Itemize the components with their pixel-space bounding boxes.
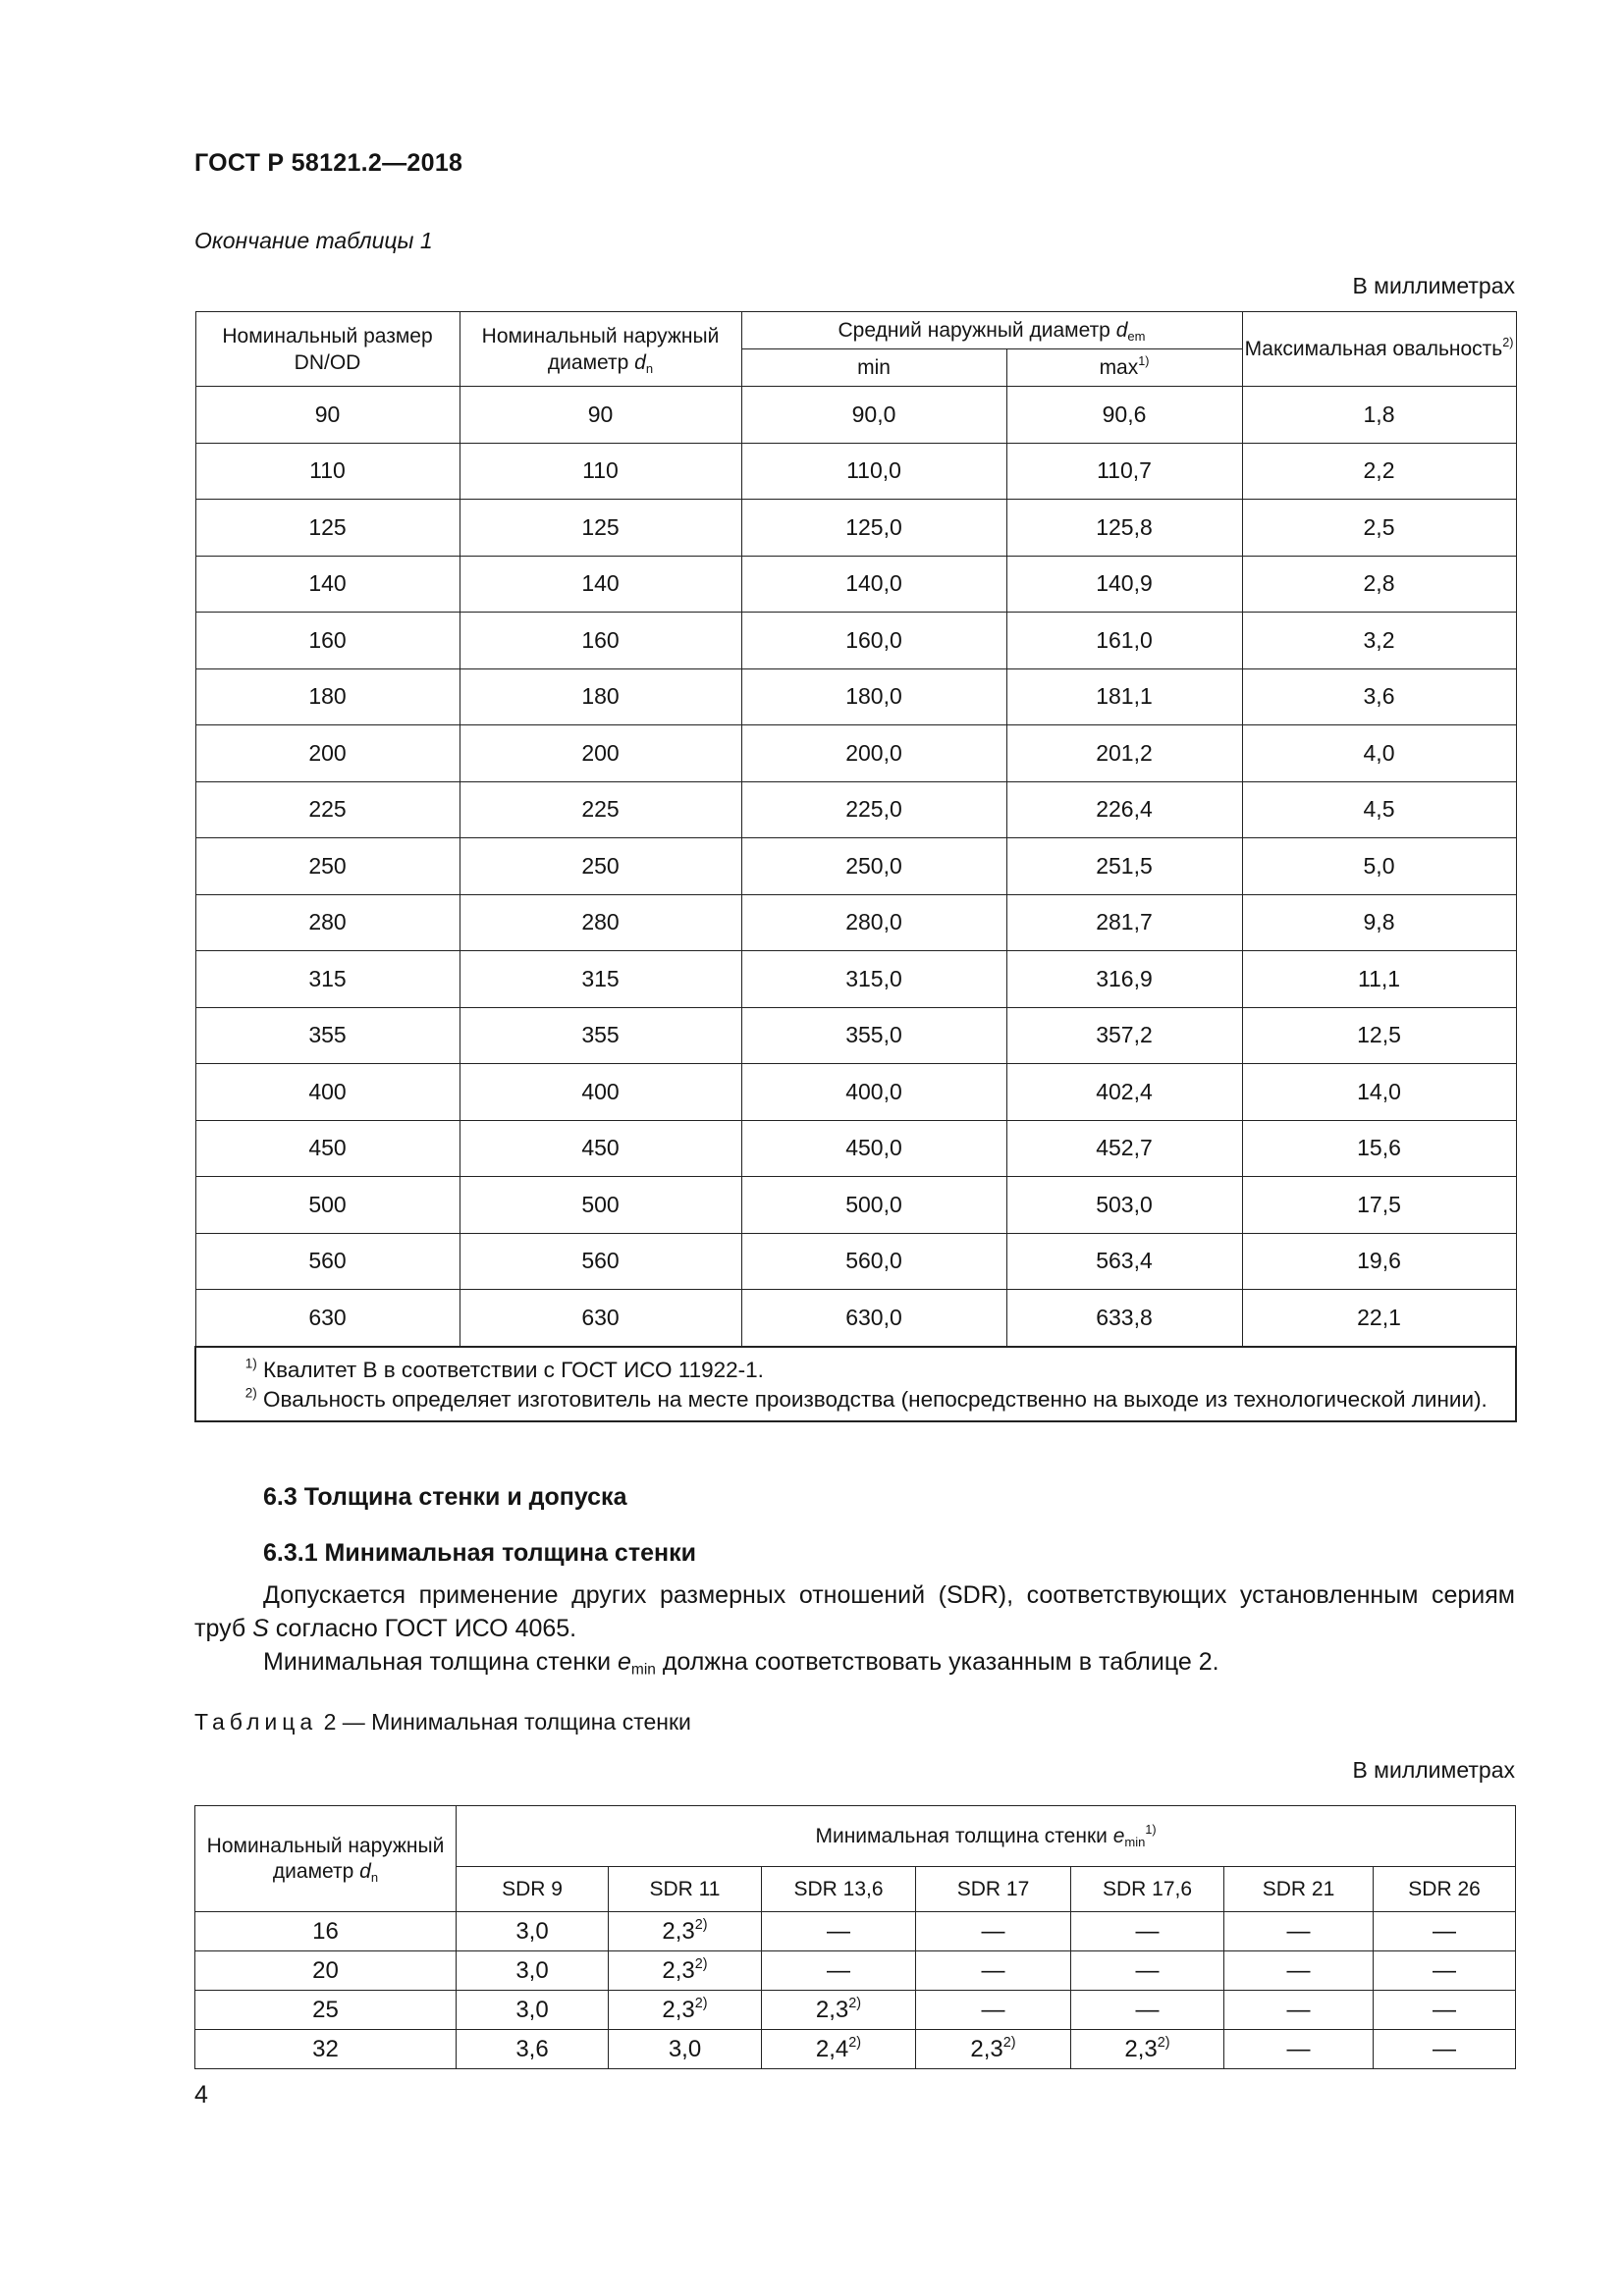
paragraph-sdr: Допускается применение других размерных отношений (SDR), соответствующих установленным сериям труб S согласно ГОСТ ИСО 4065. (194, 1581, 1515, 1642)
table-row (195, 2030, 1516, 2069)
cell-thickness: — (1224, 1912, 1374, 1951)
cell-thickness: — (916, 1991, 1071, 2030)
cell-mean-max: 90,6 (1006, 387, 1242, 444)
cell-ovality: 2,8 (1242, 556, 1516, 613)
cell-nominal-od: 90 (460, 387, 741, 444)
cell-mean-max: 357,2 (1006, 1007, 1242, 1064)
cell-mean-min: 160,0 (741, 613, 1006, 669)
table-row (195, 556, 1516, 613)
cell-nominal-size: 90 (195, 387, 460, 444)
cell-thickness: — (1071, 1912, 1224, 1951)
cell-mean-min: 400,0 (741, 1064, 1006, 1121)
cell-ovality: 11,1 (1242, 951, 1516, 1008)
cell-ovality: 12,5 (1242, 1007, 1516, 1064)
cell-nominal-size: 500 (195, 1177, 460, 1234)
cell-mean-min: 500,0 (741, 1177, 1006, 1234)
cell-thickness: — (1374, 1951, 1516, 1991)
cell-nominal-size: 560 (195, 1233, 460, 1290)
header-sdr: SDR 21 (1224, 1867, 1374, 1912)
cell-thickness: 3,0 (609, 2030, 762, 2069)
table-row (195, 781, 1516, 838)
cell-thickness: 2,3$^{2)}$ (916, 2030, 1071, 2069)
cell-ovality: 1,8 (1242, 387, 1516, 444)
table-row (195, 613, 1516, 669)
cell-mean-max: 140,9 (1006, 556, 1242, 613)
page-number: 4 (194, 2081, 208, 2109)
footnote-1: $^{1)}$ Квалитет В в соответствии с ГОСТ ИСО 11922-1. (244, 1356, 764, 1382)
cell-nominal-od: 250 (460, 838, 741, 895)
table-row (195, 894, 1516, 951)
cell-thickness: 3,0 (457, 1991, 609, 2030)
cell-nominal-od: 500 (460, 1177, 741, 1234)
cell-thickness: — (1374, 1912, 1516, 1951)
header-nominal-size: Номинальный размер DN/OD (195, 312, 460, 387)
cell-mean-min: 225,0 (741, 781, 1006, 838)
paragraph-emin: Минимальная толщина стенки $e_{min}$ должна соответствовать указанным в таблице 2. (263, 1648, 1219, 1679)
cell-mean-max: 161,0 (1006, 613, 1242, 669)
cell-mean-min: 355,0 (741, 1007, 1006, 1064)
cell-nominal-size: 630 (195, 1290, 460, 1347)
cell-nominal-size: 250 (195, 838, 460, 895)
cell-mean-min: 630,0 (741, 1290, 1006, 1347)
header-min-wall: Минимальная толщина стенки $e_{min}^{1)}$ (457, 1806, 1516, 1867)
cell-od: 25 (195, 1991, 457, 2030)
cell-nominal-od: 630 (460, 1290, 741, 1347)
table-row (195, 1290, 1516, 1347)
cell-nominal-od: 560 (460, 1233, 741, 1290)
header-nominal-od: Номинальный наружный диаметр $d_n$ (460, 312, 741, 387)
cell-nominal-size: 180 (195, 668, 460, 725)
footnote-2: $^{2)}$ Овальность определяет изготовитель на месте производства (непосредственно на выходе из технологической линии). (244, 1385, 1488, 1412)
table-row (195, 443, 1516, 500)
cell-thickness: 2,3$^{2)}$ (609, 1991, 762, 2030)
cell-mean-max: 181,1 (1006, 668, 1242, 725)
cell-nominal-size: 125 (195, 500, 460, 557)
cell-mean-min: 250,0 (741, 838, 1006, 895)
document-title: ГОСТ Р 58121.2—2018 (194, 149, 463, 177)
table-row (195, 951, 1516, 1008)
header-mean-od: Средний наружный диаметр $d_{em}$ (741, 312, 1242, 349)
header-ovality: Максимальная овальность$^{2)}$ (1242, 312, 1516, 387)
footnote-mark: 2) (694, 1916, 708, 1933)
footnote-mark: 2) (848, 2034, 862, 2051)
cell-mean-max: 201,2 (1006, 725, 1242, 782)
cell-nominal-od: 450 (460, 1120, 741, 1177)
header-sdr: SDR 26 (1374, 1867, 1516, 1912)
cell-thickness: — (1224, 1991, 1374, 2030)
header-sdr: SDR 9 (457, 1867, 609, 1912)
cell-thickness: — (1374, 2030, 1516, 2069)
cell-nominal-od: 225 (460, 781, 741, 838)
cell-nominal-size: 355 (195, 1007, 460, 1064)
table-row (195, 1991, 1516, 2030)
cell-thickness: 2,4$^{2)}$ (762, 2030, 916, 2069)
cell-nominal-od: 280 (460, 894, 741, 951)
cell-mean-min: 110,0 (741, 443, 1006, 500)
cell-thickness: 3,0 (457, 1951, 609, 1991)
cell-od: 32 (195, 2030, 457, 2069)
section-6-3-1-heading: 6.3.1 Минимальная толщина стенки (263, 1539, 696, 1567)
table1-footnotes (195, 1347, 1516, 1421)
cell-ovality: 3,6 (1242, 668, 1516, 725)
table-row (195, 1951, 1516, 1991)
footnote-mark: 2) (1157, 2034, 1170, 2051)
cell-mean-min: 90,0 (741, 387, 1006, 444)
cell-thickness: 2,3$^{2)}$ (609, 1951, 762, 1991)
table-row (195, 668, 1516, 725)
cell-thickness: — (916, 1951, 1071, 1991)
cell-nominal-od: 315 (460, 951, 741, 1008)
table-row (195, 1177, 1516, 1234)
cell-mean-min: 140,0 (741, 556, 1006, 613)
cell-thickness: — (1071, 1991, 1224, 2030)
cell-nominal-size: 315 (195, 951, 460, 1008)
cell-mean-max: 110,7 (1006, 443, 1242, 500)
table2-units: В миллиметрах (1352, 1757, 1515, 1783)
cell-mean-max: 226,4 (1006, 781, 1242, 838)
cell-ovality: 2,2 (1242, 443, 1516, 500)
cell-mean-min: 125,0 (741, 500, 1006, 557)
cell-mean-min: 180,0 (741, 668, 1006, 725)
table2 (194, 1805, 1516, 2069)
cell-nominal-size: 160 (195, 613, 460, 669)
footnote-mark: 2) (1002, 2034, 1016, 2051)
cell-thickness: 3,6 (457, 2030, 609, 2069)
cell-ovality: 2,5 (1242, 500, 1516, 557)
table-row (195, 725, 1516, 782)
cell-mean-max: 281,7 (1006, 894, 1242, 951)
table-row (195, 387, 1516, 444)
cell-nominal-od: 400 (460, 1064, 741, 1121)
cell-thickness: 2,3$^{2)}$ (762, 1991, 916, 2030)
cell-mean-min: 560,0 (741, 1233, 1006, 1290)
header-od: Номинальный наружный диаметр $d_n$ (195, 1806, 457, 1912)
table-row (195, 1007, 1516, 1064)
cell-thickness: 3,0 (457, 1912, 609, 1951)
header-sdr: SDR 17 (916, 1867, 1071, 1912)
cell-nominal-od: 125 (460, 500, 741, 557)
header-min: min (741, 349, 1006, 387)
header-sdr: SDR 11 (609, 1867, 762, 1912)
cell-thickness: 2,3$^{2)}$ (1071, 2030, 1224, 2069)
cell-mean-min: 280,0 (741, 894, 1006, 951)
cell-mean-max: 503,0 (1006, 1177, 1242, 1234)
cell-ovality: 19,6 (1242, 1233, 1516, 1290)
table-row (195, 1233, 1516, 1290)
cell-thickness: 2,3$^{2)}$ (609, 1912, 762, 1951)
cell-nominal-od: 180 (460, 668, 741, 725)
cell-thickness: — (762, 1951, 916, 1991)
cell-nominal-od: 140 (460, 556, 741, 613)
footnote-mark: 2) (694, 1955, 708, 1972)
table-row (195, 500, 1516, 557)
header-sdr: SDR 13,6 (762, 1867, 916, 1912)
cell-mean-max: 563,4 (1006, 1233, 1242, 1290)
cell-nominal-size: 450 (195, 1120, 460, 1177)
footnote-mark: 2) (694, 1995, 708, 2011)
cell-nominal-size: 140 (195, 556, 460, 613)
cell-mean-max: 633,8 (1006, 1290, 1242, 1347)
cell-mean-min: 315,0 (741, 951, 1006, 1008)
cell-mean-min: 200,0 (741, 725, 1006, 782)
table1-units: В миллиметрах (1352, 273, 1515, 298)
cell-thickness: — (916, 1912, 1071, 1951)
cell-ovality: 22,1 (1242, 1290, 1516, 1347)
table1 (194, 311, 1517, 1422)
cell-ovality: 15,6 (1242, 1120, 1516, 1177)
cell-nominal-od: 355 (460, 1007, 741, 1064)
cell-mean-max: 402,4 (1006, 1064, 1242, 1121)
table-row (195, 1064, 1516, 1121)
table-row (195, 1912, 1516, 1951)
cell-od: 16 (195, 1912, 457, 1951)
cell-ovality: 9,8 (1242, 894, 1516, 951)
header-sdr: SDR 17,6 (1071, 1867, 1224, 1912)
cell-mean-min: 450,0 (741, 1120, 1006, 1177)
cell-nominal-od: 160 (460, 613, 741, 669)
cell-thickness: — (1224, 2030, 1374, 2069)
cell-thickness: — (1071, 1951, 1224, 1991)
cell-ovality: 14,0 (1242, 1064, 1516, 1121)
header-max: $\max^{1)}$ (1006, 349, 1242, 387)
cell-nominal-size: 400 (195, 1064, 460, 1121)
cell-nominal-od: 110 (460, 443, 741, 500)
table-row (195, 1120, 1516, 1177)
cell-nominal-size: 200 (195, 725, 460, 782)
cell-ovality: 4,5 (1242, 781, 1516, 838)
cell-mean-max: 452,7 (1006, 1120, 1242, 1177)
cell-od: 20 (195, 1951, 457, 1991)
cell-thickness: — (762, 1912, 916, 1951)
cell-ovality: 3,2 (1242, 613, 1516, 669)
cell-nominal-size: 280 (195, 894, 460, 951)
table1-continuation-label: Окончание таблицы 1 (194, 228, 433, 253)
cell-nominal-od: 200 (460, 725, 741, 782)
table-row (195, 838, 1516, 895)
cell-ovality: 4,0 (1242, 725, 1516, 782)
table2-caption: Таблица 2 — Минимальная толщина стенки (194, 1709, 691, 1735)
cell-mean-max: 251,5 (1006, 838, 1242, 895)
cell-nominal-size: 225 (195, 781, 460, 838)
cell-nominal-size: 110 (195, 443, 460, 500)
cell-mean-max: 125,8 (1006, 500, 1242, 557)
cell-ovality: 5,0 (1242, 838, 1516, 895)
section-6-3-heading: 6.3 Толщина стенки и допуска (263, 1483, 627, 1511)
cell-thickness: — (1224, 1951, 1374, 1991)
cell-mean-max: 316,9 (1006, 951, 1242, 1008)
footnote-mark: 2) (848, 1995, 862, 2011)
cell-thickness: — (1374, 1991, 1516, 2030)
cell-ovality: 17,5 (1242, 1177, 1516, 1234)
